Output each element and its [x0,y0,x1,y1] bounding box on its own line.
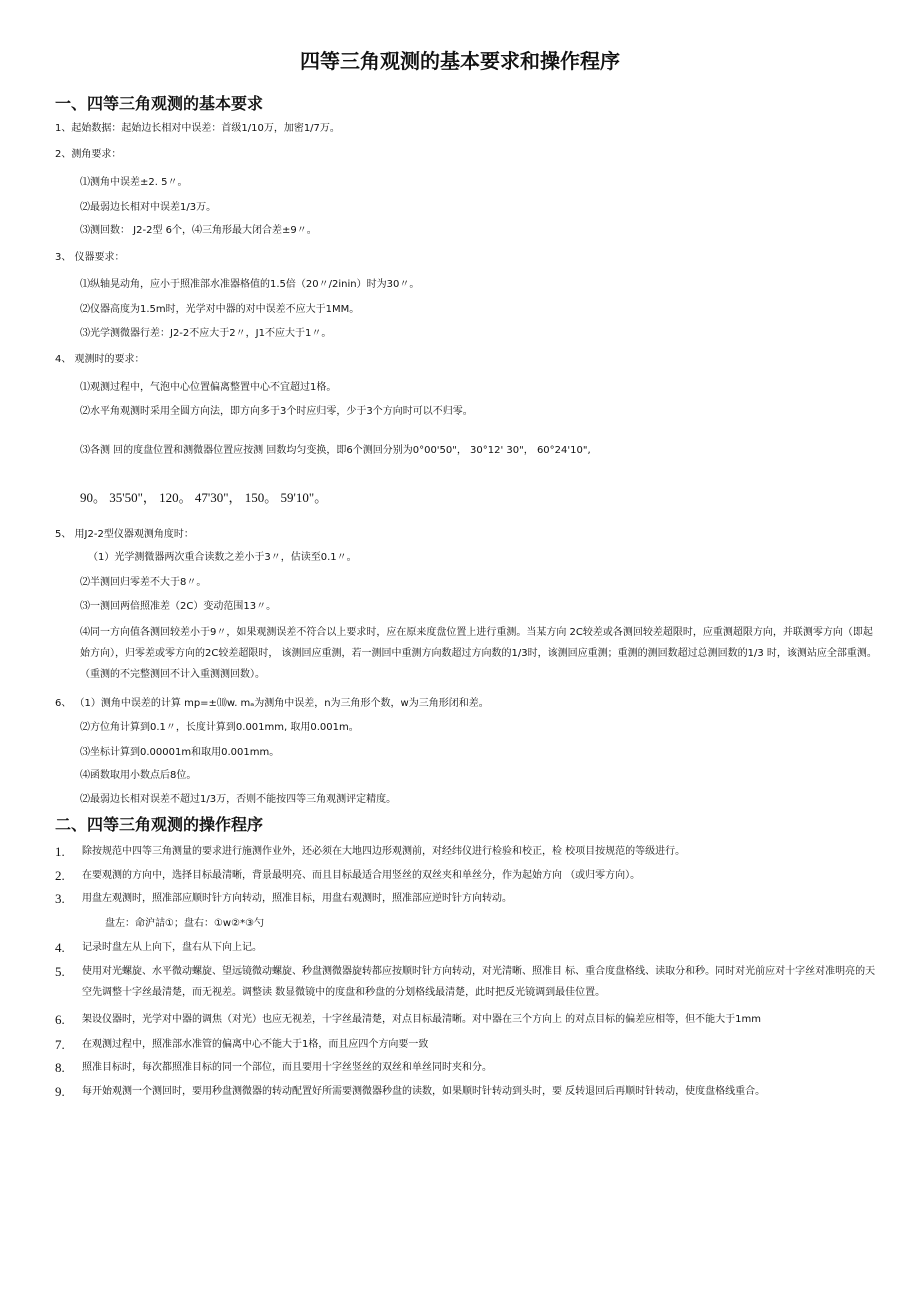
item-num: 1. [55,844,65,859]
page-title: 四等三角观测的基本要求和操作程序 [300,49,620,73]
line-coordinate: ⑶坐标计算到0.00001m和取用0.001mm。 [80,747,280,758]
line-optical-plummet: ⑵仪器高度为1.5m时，光学对中器的对中误差不应大于1MM。 [80,304,360,315]
line-coincidence: （1）光学测微器两次重合读数之差小于3〃，估读至0.1〃。 [88,552,357,563]
item-num: 5. [55,964,65,979]
item-num: 8. [55,1060,65,1075]
item-num: 3. [55,891,65,906]
item-num: 6. [55,1012,65,1027]
line-j2-observe: 5、 用J2-2型仪器观测角度时： [55,529,194,540]
line-azimuth: ⑵方位角计算到0.1〃，长度计算到0.001mm, 取用0.001m。 [80,722,359,733]
item-text: 在要观测的方向中，选择目标最清晰，背景最明亮、而且目标最适合用竖丝的双丝夹和单丝分，作为起始方向 （或归零方向）。 [82,870,641,881]
item-num: 2. [55,868,65,883]
item-text: 记录时盘左从上向下，盘右从下向上记。 [82,942,262,953]
line-full-circle: ⑵水平角观测时采用全圆方向法，即方向多于3个时应归零，少于3个方向时可以不归零。 [80,406,473,417]
line-axis-wobble: ⑴纵轴晃动角，应小于照准部水准器格值的1.5倍（20〃/2inin）时为30〃。 [80,279,420,290]
line-rounds: ⑶测回数： J2-2型 6个，⑷三角形最大闭合差±9〃。 [80,225,317,236]
line-weakest-side: ⑵最弱边长相对中误差1/3万。 [80,202,217,213]
line-dial-positions-cont: 90。 35'50"， 120。 47'30"， 150。 59'10"。 [80,490,328,505]
line-dial-positions: ⑶各测 回的度盘位置和测微器位置应按测 回数均匀变换，即6个测回分别为0°00'50"， 30°12' 30"， 60°24'10", [80,445,591,456]
item-num: 4. [55,940,65,955]
item-text: 每开始观测一个测回时，要用秒盘测微器的转动配置好所需要测微器秒盘的读数，如果顺时针转动到头时，要 反转退回后再顺时针转动，使度盘格线重合。 [82,1086,766,1097]
line-angle-req: 2、测角要求： [55,149,122,160]
item-text: 使用对光螺旋、水平微动螺旋、望远镜微动螺旋、秒盘测微器旋转都应按顺时针方向转动，对光清晰、照准目 标、重合度盘格线、读取分和秒。同时对光前应对十字丝对准明亮的天空先调整十字丝最清楚，而无视差。调整读 数显微镜中的度盘和秒盘的分划格线最清楚，此时把反光镜调到最佳位置。 [82,966,876,998]
item-text: 在观测过程中，照准部水准管的偏离中心不能大于1格，而且应四个方向要一致 [82,1039,429,1050]
item-text: 照准目标时，每次都照准目标的同一个部位，而且要用十字丝竖丝的双丝和单丝同时夹和分。 [82,1062,492,1073]
item-num: 9. [55,1084,65,1099]
line-half-round: ⑵半测回归零差不大于8〃。 [80,577,207,588]
section1-heading: 一、四等三角观测的基本要求 [55,94,264,113]
section2-heading: 二、四等三角观测的操作程序 [55,815,264,834]
item-num: 7. [55,1037,65,1052]
line-weakest-precision: ⑵最弱边长相对误差不超过1/3万，否则不能按四等三角观测评定精度。 [80,794,397,805]
line-instrument-req: 3、 仪器要求： [55,252,125,263]
line-bubble: ⑴观测过程中，气泡中心位置偏离整置中心不宜超过1格。 [80,382,337,393]
line-function: ⑷函数取用小数点后8位。 [80,770,197,781]
item-text: 盘左：命沪詰①；盘右：①w②*③勺 [105,918,265,929]
item-text: 架设仪器时，光学对中器的调焦（对光）也应无视差，十字丝最清楚，对点目标最清晰。对中器在三个方向上 的对点目标的偏差应相等，但不能大于1mm [82,1014,762,1025]
line-2c-range: ⑶一测回两倍照准差（2C）变动范围13〃。 [80,601,277,612]
line-micrometer: ⑶光学测微器行差：J2-2不应大于2〃，J1不应大于1〃。 [80,328,332,339]
line-error-calc: 6、 （1）测角中误差的计算 mp=±⑽w. mₐ为测角中误差，n为三角形个数，w为三角形闭和差。 [55,698,489,709]
line-remeasure: ⑷同一方向值各测回较差小于9〃，如果观测误差不符合以上要求时，应在原来度盘位置上进行重测。当某方向 2C较差或各测回较差超限时，应重测超限方向，并联测零方向（即起始方向），归零差或零方向的2C较差超限时， 该测回应重测，若一测回中重测方向数超过方向数的1/3时，该测回应重测；重测的测回数超过总测回数的1/3 时，该测站应全部重测。（重测的不完整测回不计入重测测回数）。 [80,627,877,680]
line-angle-error: ⑴测角中误差±2. 5〃。 [80,177,188,188]
line-start-data: 1、起始数据：起始边长相对中误差：首级1/10万，加密1/7万。 [55,123,340,134]
item-text: 用盘左观测时，照准部应顺时针方向转动，照准目标，用盘右观测时，照准部应逆时针方向转动。 [82,893,512,904]
item-text: 除按规范中四等三角测量的要求进行施测作业外，还必须在大地四边形观测前，对经纬仪进行检验和校正，检 校项目按规范的等级进行。 [82,846,686,857]
line-observation-req: 4、 观测时的要求： [55,354,145,365]
